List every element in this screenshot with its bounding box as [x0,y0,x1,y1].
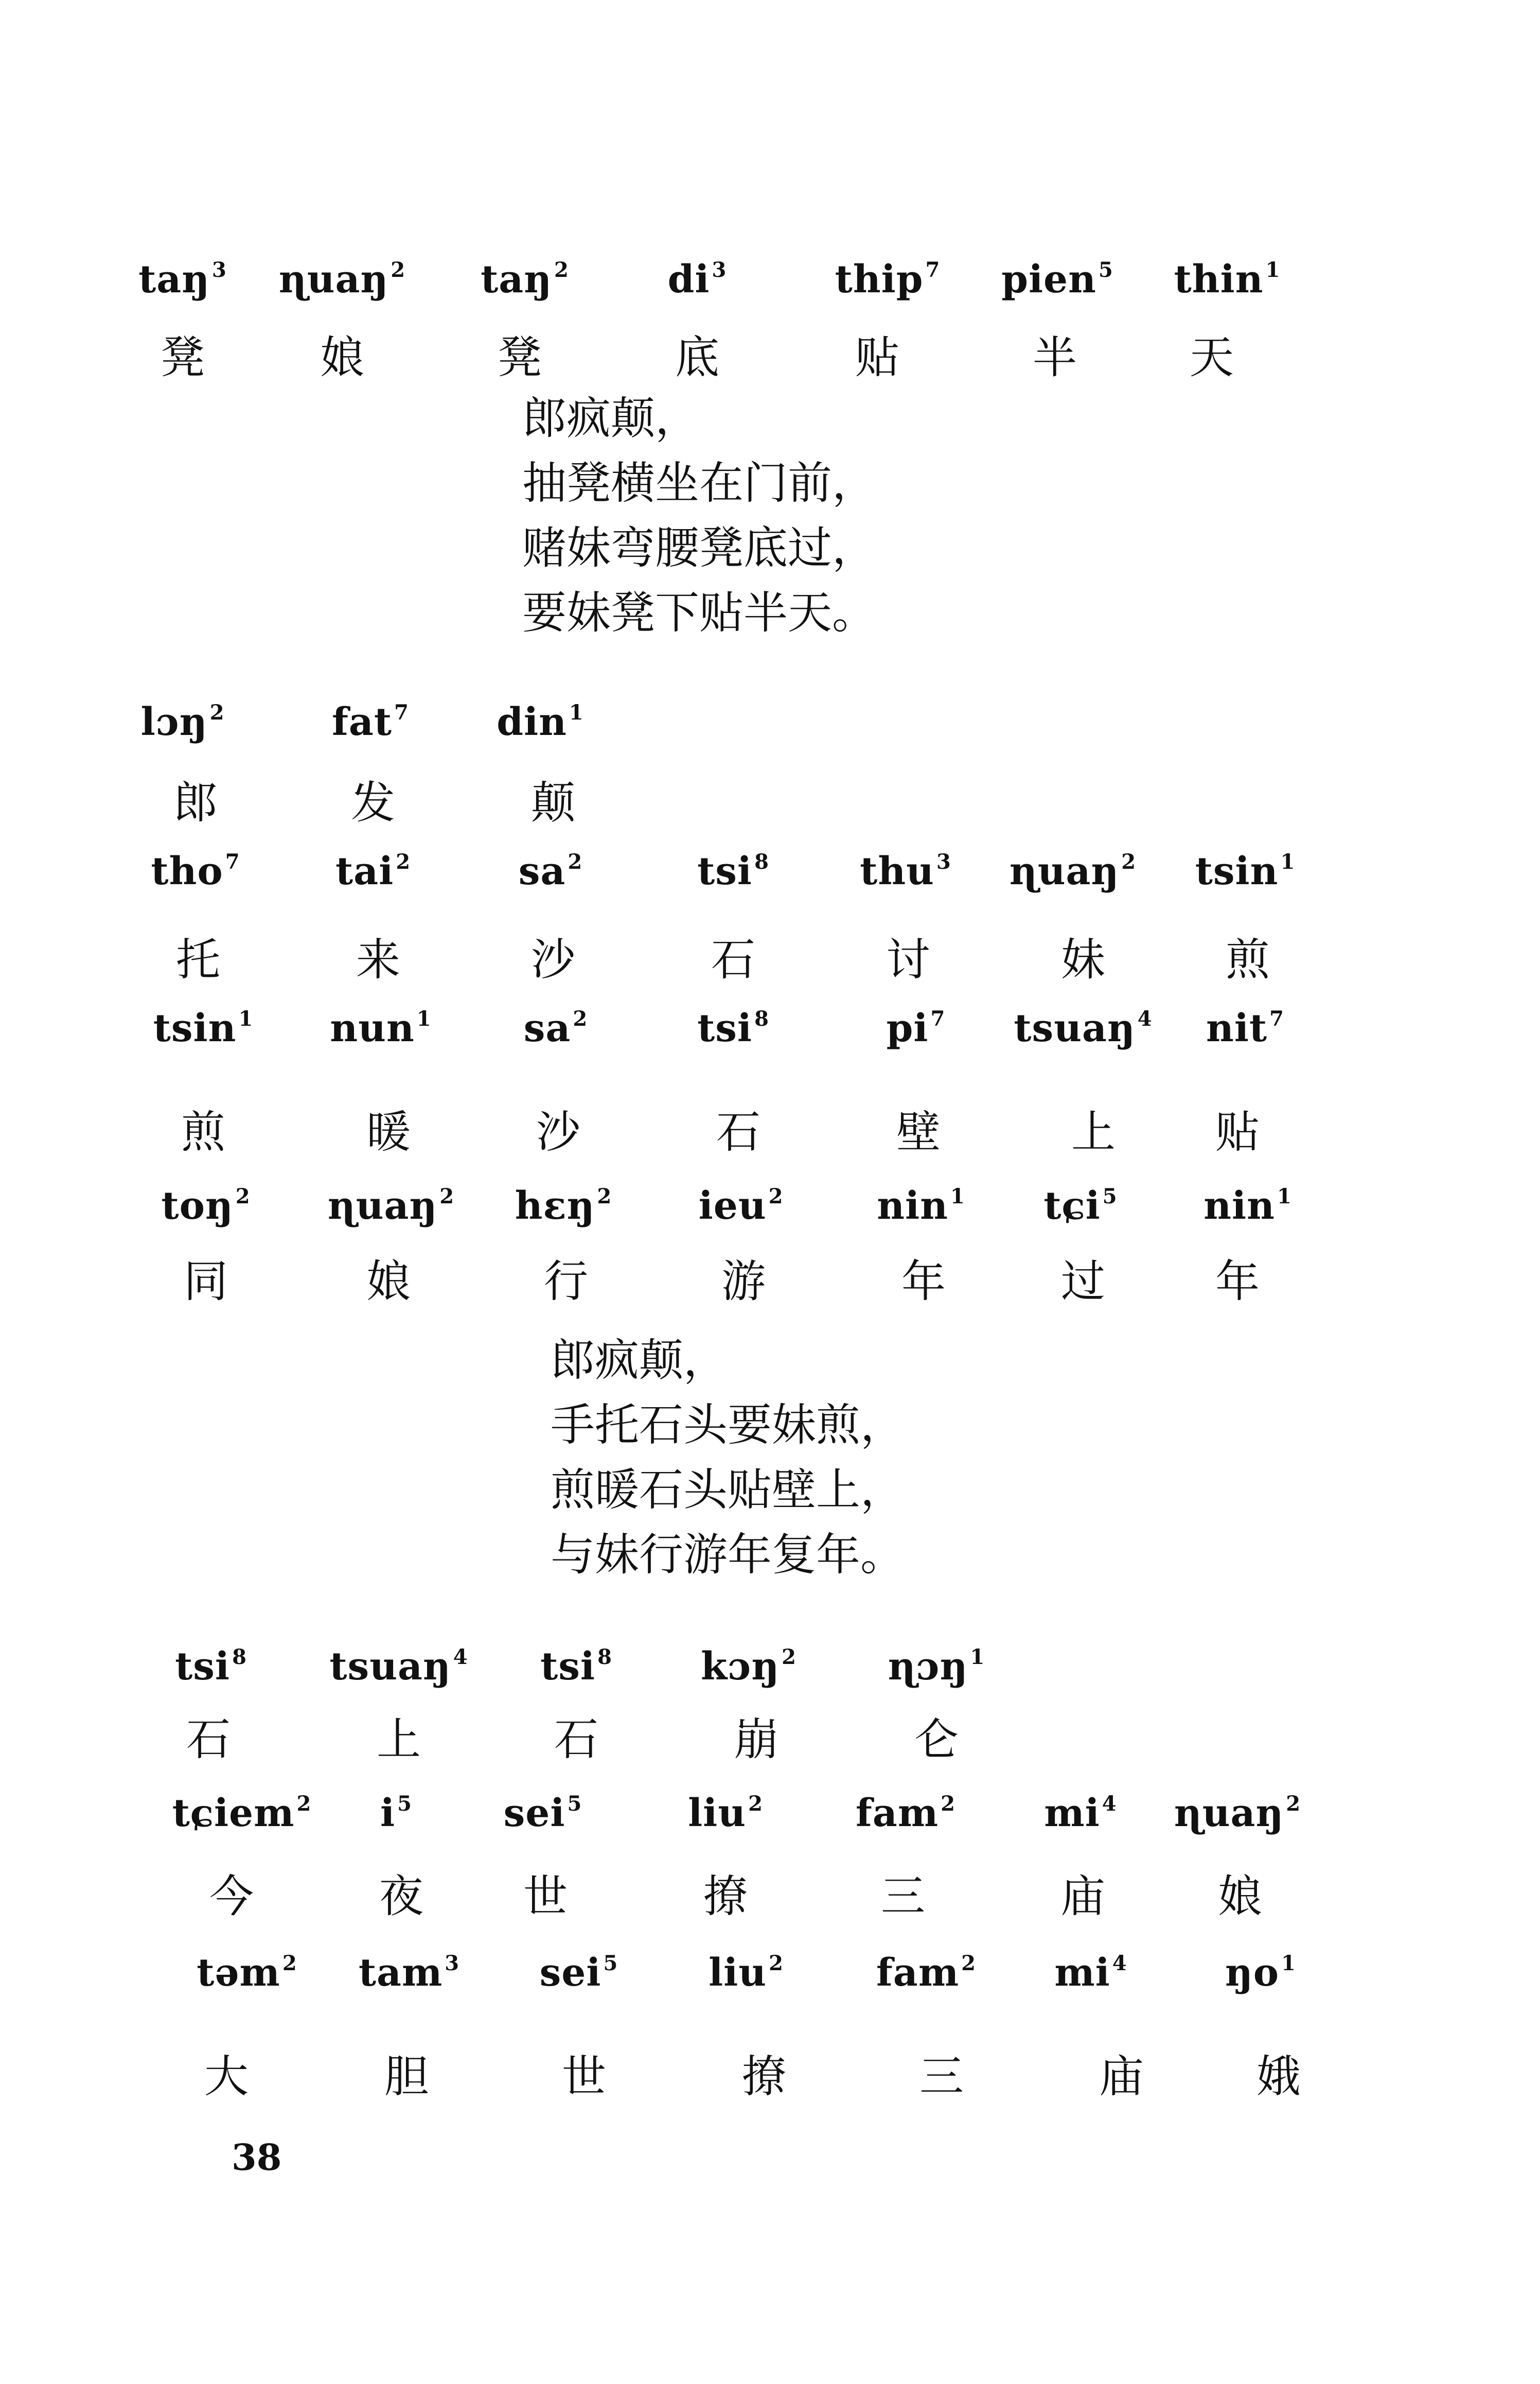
character: 凳 [498,332,542,383]
syllable: ɳuaŋ $^2$ [1174,1791,1301,1835]
syllable: thin $^1$ [1174,257,1281,302]
character: 行 [544,1256,588,1307]
character-line [0,924,1540,991]
character: 今 [209,1871,254,1922]
verse-line: 抽凳横坐在门前， [522,458,876,509]
syllable: ŋo $^1$ [1225,1951,1297,1995]
romanization-line [0,849,1540,916]
syllable: nit $^7$ [1206,1006,1284,1050]
page-number: 38 [232,2136,282,2179]
syllable: fat $^7$ [332,700,409,744]
character-line [0,767,1540,834]
character: 石 [186,1714,231,1765]
character: 夜 [379,1871,423,1922]
character: 贴 [855,332,899,383]
romanization-line [0,1184,1540,1251]
verse-line: 煎暖石头贴壁上， [551,1464,905,1516]
character: 上 [1071,1107,1116,1158]
syllable: i $^5$ [380,1791,412,1835]
verse-line: 郎疯颠， [551,1335,728,1386]
syllable: tsi $^8$ [175,1644,247,1689]
syllable: ɳuaŋ $^2$ [327,1184,455,1228]
syllable: təm $^2$ [197,1951,297,1995]
verse-line: 郎疯颠， [522,393,699,444]
syllable: liu $^2$ [688,1791,763,1835]
character: 撩 [742,2051,786,2102]
syllable: tai $^2$ [335,849,411,893]
syllable: ieu $^2$ [698,1184,784,1228]
syllable: nin $^1$ [877,1184,965,1228]
character: 年 [901,1256,946,1307]
character: 世 [523,1871,568,1922]
character: 壁 [896,1107,941,1158]
syllable: di $^3$ [667,257,727,302]
syllable: mi $^4$ [1054,1951,1127,1995]
character: 底 [675,332,719,383]
character: 游 [721,1256,766,1307]
character: 石 [716,1107,760,1158]
character: 沙 [536,1107,580,1158]
romanization-line [0,1791,1540,1858]
verse-line: 与妹行游年复年。 [551,1529,905,1581]
syllable: sa $^2$ [523,1006,588,1050]
character: 三 [919,2051,964,2102]
character-line [0,1861,1540,1927]
character: 过 [1061,1256,1105,1307]
syllable: tsi $^8$ [540,1644,612,1689]
character: 天 [1190,332,1234,383]
character: 煎 [181,1107,225,1158]
character: 半 [1033,332,1077,383]
character: 庙 [1100,2051,1144,2102]
character: 沙 [531,934,575,986]
character: 煎 [1226,934,1270,986]
verse-translation [522,386,876,645]
character: 娘 [320,332,364,383]
character: 庙 [1061,1871,1105,1922]
character: 妹 [1061,934,1105,986]
character: 发 [351,777,395,829]
character-line [0,2041,1540,2108]
romanization-line [0,1006,1540,1073]
verse-translation [551,1328,905,1587]
syllable: sa $^2$ [518,849,583,893]
character: 三 [881,1871,925,1922]
character: 仑 [914,1714,959,1765]
syllable: tho $^7$ [151,849,240,893]
syllable: sei $^5$ [539,1951,618,1995]
syllable: ɳɔŋ $^1$ [888,1644,985,1689]
character: 托 [176,934,220,986]
character: 上 [377,1714,421,1765]
syllable: tsin $^1$ [153,1006,254,1050]
syllable: lɔŋ $^2$ [140,700,225,744]
syllable: sei $^5$ [503,1791,582,1835]
character: 胆 [384,2051,429,2102]
syllable: thu $^3$ [860,849,951,893]
syllable: tɕiem $^2$ [172,1791,312,1835]
character: 暖 [366,1107,411,1158]
syllable: tsin $^1$ [1195,849,1296,893]
character: 石 [554,1714,598,1765]
verse-line: 赌妹弯腰凳底过， [522,522,876,574]
syllable: ɳuaŋ $^2$ [278,257,406,302]
romanization-line [0,1644,1540,1711]
character: 娘 [366,1256,411,1307]
character: 郎 [173,777,218,829]
character: 年 [1215,1256,1260,1307]
character: 大 [204,2051,249,2102]
syllable: din $^1$ [497,700,584,744]
character-line [0,1704,1540,1771]
character: 来 [356,934,400,986]
syllable: pi $^7$ [886,1006,946,1050]
syllable: hɛŋ $^2$ [515,1184,612,1228]
character: 世 [562,2051,606,2102]
character: 崩 [734,1714,778,1765]
syllable: tsuaŋ $^4$ [1014,1006,1153,1050]
syllable: kɔŋ $^2$ [701,1644,796,1689]
syllable: taŋ $^2$ [481,257,569,302]
syllable: liu $^2$ [709,1951,784,1995]
character: 娥 [1256,2051,1301,2102]
syllable: toŋ $^2$ [161,1184,251,1228]
character: 贴 [1215,1107,1260,1158]
character: 石 [711,934,755,986]
character-line [0,1246,1540,1312]
character-line [0,1096,1540,1163]
syllable: tsuaŋ $^4$ [329,1644,468,1689]
character: 娘 [1218,1871,1262,1922]
verse-line: 手托石头要妹煎， [551,1399,905,1451]
character-line [0,322,1540,389]
romanization-line [0,700,1540,767]
syllable: ɳuaŋ $^2$ [1009,849,1137,893]
syllable: fam $^2$ [856,1791,955,1835]
syllable: nin $^1$ [1203,1184,1292,1228]
syllable: tam $^3$ [358,1951,460,1995]
syllable: tsi $^8$ [697,849,769,893]
syllable: tsi $^8$ [697,1006,769,1050]
character: 颠 [531,777,575,829]
romanization-line [0,1951,1540,2018]
character: 撩 [703,1871,748,1922]
syllable: fam $^2$ [876,1951,976,1995]
verse-line: 要妹凳下贴半天。 [522,587,876,639]
character: 同 [184,1256,228,1307]
syllable: pien $^5$ [1001,257,1113,302]
character: 讨 [886,934,930,986]
syllable: mi $^4$ [1044,1791,1117,1835]
syllable: tɕi $^5$ [1043,1184,1118,1228]
romanization-line [0,257,1540,324]
syllable: nun $^1$ [330,1006,432,1050]
character: 凳 [161,332,205,383]
syllable: thip $^7$ [835,257,941,302]
syllable: taŋ $^3$ [138,257,227,302]
